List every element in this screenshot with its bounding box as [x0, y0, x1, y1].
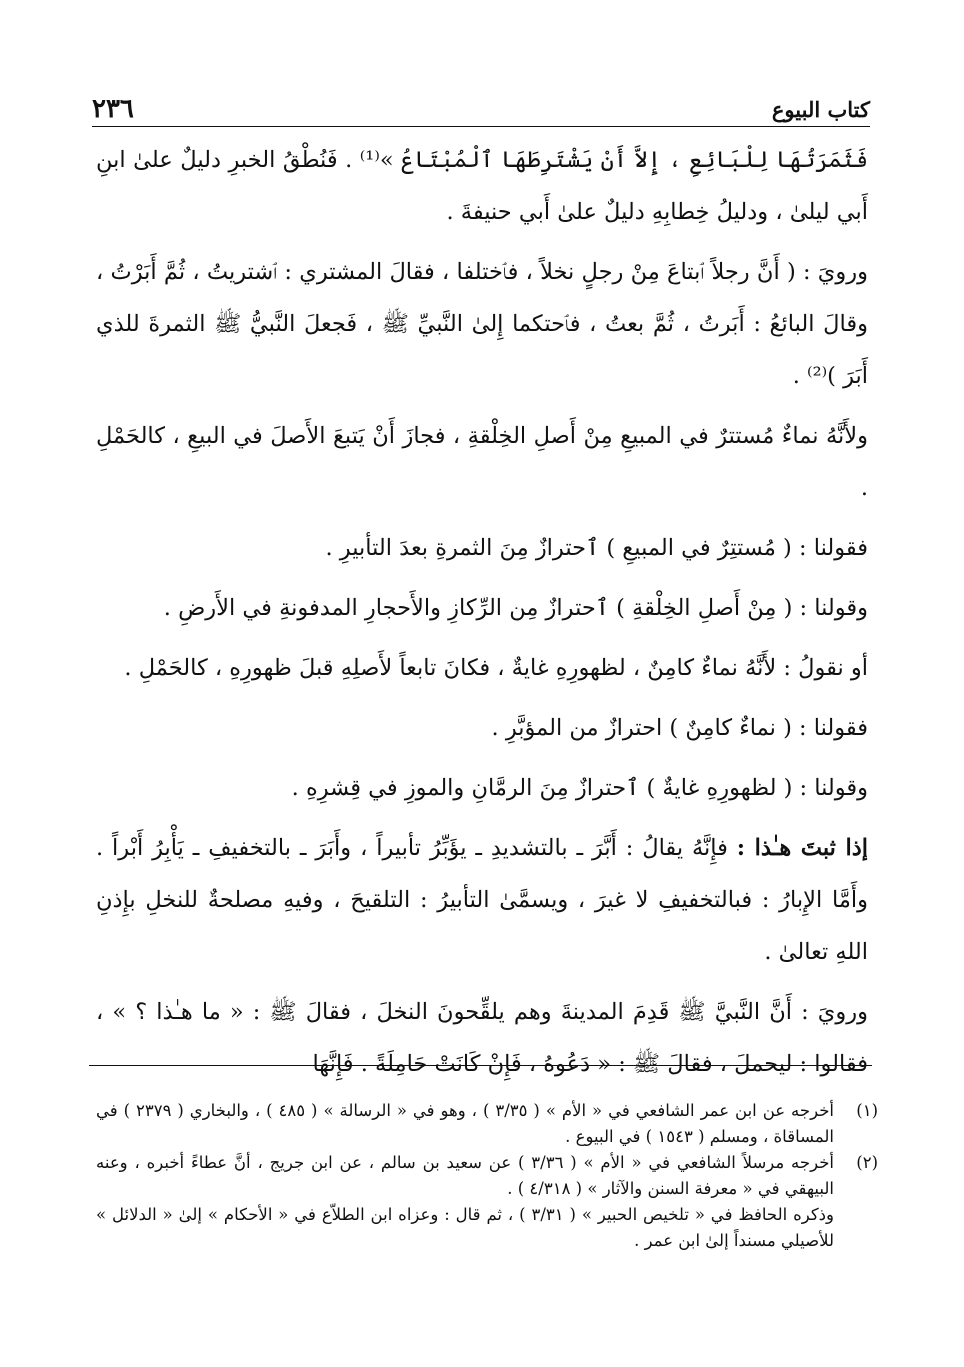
footnote-2-continuation: وذكره الحافظ في « تلخيص الحبير » ( ٣/٣١ ) ، ثم قال : وعزاه ابن الطلاّع في « الأحكام » إلىٰ « الدلائل » للأصيلي مسنداً إلىٰ ابن عمر .: [96, 1205, 834, 1250]
footnote-2: [96, 1150, 878, 1202]
footnotes: [96, 1098, 878, 1254]
paragraph-7: فقولنا : ( نماءٌ كامِنٌ ) احترازٌ من المؤبَّرِ .: [491, 715, 868, 741]
paragraph-8: وقولنا : ( لظهورِهِ غايةٌ ) ٱحترازٌ مِنَ الرمَّانِ والموزِ في قِشرِهِ .: [291, 775, 868, 801]
paragraph-4: فقولنا : ( مُستتِرٌ في المبيعِ ) ٱحترازٌ مِنَ الثمرةِ بعدَ التأبيرِ .: [325, 535, 868, 561]
footnote-text: أخرجه عن ابن عمر الشافعي في « الأم » ( ٣/٣٥ ) ، وهو في « الرسالة » ( ٤٨٥ ) ، والبخاري ( ٢٣٧٩ ) في المساقاة ، ومسلم ( ١٥٤٣ ) في البيوع .: [96, 1101, 834, 1146]
paragraph-9: [96, 822, 868, 978]
paragraph-1: فَثَمَرَتُهَا لِلْبَائِعِ ، إِلاَّ أَنْ يَشْتَرِطَهَا ٱلْمُبْتَاعُ »⁽¹⁾ . فَنُطْقُ الخبرِ دليلٌ علىٰ ابنِ أَبي ليلىٰ ، ودليلُ خِطابِهِ دليلٌ علىٰ أَبي حنيفةَ .: [96, 147, 869, 225]
footnote-number: (٢): [856, 1153, 878, 1172]
paragraph-10: ورويَ : أَنَّ النَّبيَّ ﷺ قَدِمَ المدينةَ وهم يلقِّحونَ النخلَ ، فقالَ ﷺ : « ما هـٰذا ؟ » ، فقالوا : ليحملَ ، فقالَ ﷺ : « دَعُوهُ ، فَإِنْ كَانَتْ حَامِلَةً . فَإِنَّهَا: [96, 999, 868, 1077]
footnote-divider: [89, 1065, 872, 1066]
chapter-title: كتاب البيوع: [771, 97, 870, 122]
paragraph-9-text: فإِنَّهُ يقالُ : أَبَّرَ ـ بالتشديدِ ـ يؤَبِّرُ تأبيراً ، وأَبَرَ ـ بالتخفيفِ ـ يَأْبِرُ أَبْراً . وأَمَّا الإِبارُ : فبالتخفيفِ لا غيرَ ، ويسمَّىٰ التأبيرُ : التلقيحَ ، وفيهِ مصلحةٌ للنخلِ بإِذنِ اللهِ تعالىٰ .: [96, 835, 868, 965]
page-number: ٢٣٦: [92, 94, 134, 124]
page-header: [92, 86, 870, 127]
section-lead: إذا ثبتَ هـٰذا :: [736, 835, 868, 861]
main-text: [96, 134, 868, 1098]
footnote-text: أخرجه مرسلاً الشافعي في « الأم » ( ٣/٣٦ ) عن سعيد بن سالم ، عن ابن جريج ، أنَّ عطاءً أخبره ، وعنه البيهقي في « معرفة السنن والآثار » ( ٤/٣١٨ ) .: [96, 1153, 834, 1198]
paragraph-3: ولأَنَّهُ نماءٌ مُستترٌ في المبيعِ مِنْ أَصلِ الخِلْقةِ ، فجازَ أَنْ يَتبعَ الأَصلَ في البيعِ ، كالحَمْلِ .: [96, 423, 868, 501]
paragraph-2: ورويَ : ( أَنَّ رجلاً ٱبتاعَ مِنْ رجلٍ نخلاً ، فٱختلفا ، فقالَ المشتري : ٱشتريتُ ، ثُمَّ أَبَرْتُ ، وقالَ البائعُ : أَبَرتُ ، ثُمَّ بعتُ ، فٱحتكما إِلىٰ النَّبيِّ ﷺ ، فَجعلَ النَّبيُّ ﷺ الثمرةَ للذي أَبَرَ )⁽²⁾ .: [96, 259, 868, 389]
paragraph-6: أو نقولُ : لأَنَّهُ نماءٌ كامِنٌ ، لظهورِهِ غايةٌ ، فكانَ تابعاً لأَصلِهِ قبلَ ظهورِهِ ، كالحَمْلِ .: [124, 655, 868, 681]
paragraph-5: وقولنا : ( مِنْ أَصلِ الخِلْقةِ ) ٱحترازٌ مِن الرِّكازِ والأَحجارِ المدفونةِ في الأَرضِ .: [163, 595, 868, 621]
footnote-1: [96, 1098, 878, 1150]
footnote-number: (١): [856, 1101, 878, 1120]
